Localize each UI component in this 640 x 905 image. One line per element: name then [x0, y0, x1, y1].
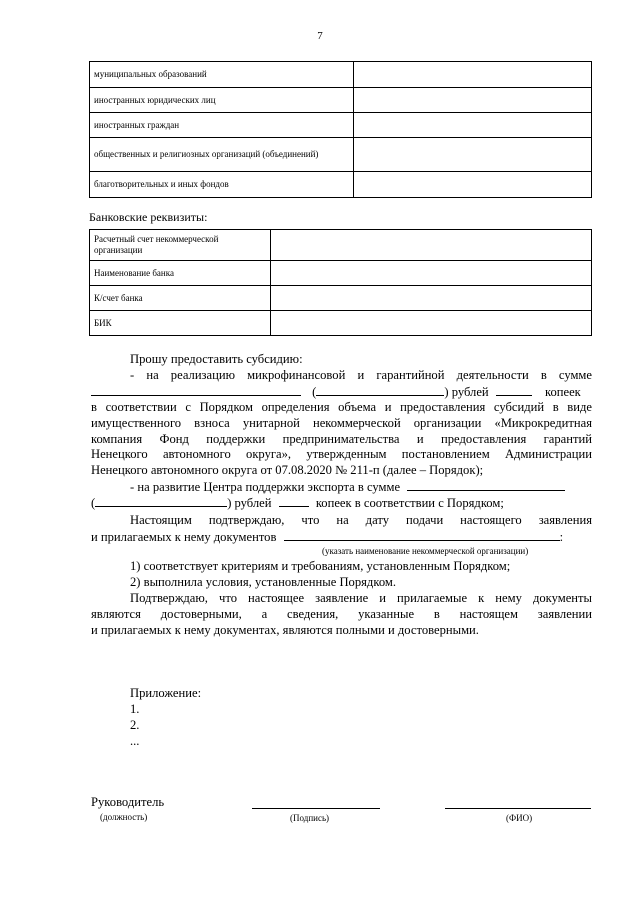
- table-row: [90, 138, 592, 172]
- value-cell[interactable]: [354, 172, 592, 198]
- attachment-item: 1.: [130, 702, 140, 716]
- founder-type-cell: иностранных граждан: [90, 113, 354, 138]
- table-row: [90, 172, 592, 198]
- bank-field-value[interactable]: [271, 311, 592, 336]
- name-caption: (ФИО): [506, 813, 533, 823]
- rubles-text: ) рублей: [444, 385, 489, 399]
- table-row: [90, 230, 592, 261]
- body-line: Ненецкого автономного округа от 07.08.2020 № 211-п (далее – Порядок);: [91, 463, 484, 477]
- bank-field-value[interactable]: [271, 286, 592, 311]
- founders-table: [89, 61, 592, 198]
- signature-caption: (Подпись): [290, 813, 330, 823]
- export-text: - на развитие Центра поддержки экспорта в сумме: [130, 480, 401, 494]
- value-cell[interactable]: [354, 88, 592, 113]
- value-cell[interactable]: [354, 62, 592, 88]
- attachment-item: 2.: [130, 718, 140, 732]
- bank-field-label: Расчетный счет некоммерческой организации: [90, 230, 271, 261]
- value-cell[interactable]: [354, 138, 592, 172]
- table-row: [90, 261, 592, 286]
- attachment-item: ...: [130, 734, 140, 748]
- export-kopecks-blank[interactable]: [279, 495, 309, 507]
- confirm2-line: и прилагаемых к нему документах, являются полными и достоверными.: [91, 623, 479, 637]
- confirm-item: 1) соответствует критериям и требованиям, установленным Порядком;: [130, 559, 511, 573]
- table-row: [90, 88, 592, 113]
- export-line: [130, 479, 592, 495]
- value-cell[interactable]: [354, 113, 592, 138]
- export-amount-blank[interactable]: [407, 479, 565, 491]
- bank-details-title: Банковские реквизиты:: [89, 210, 208, 224]
- kopecks-blank[interactable]: [496, 384, 532, 396]
- bank-field-value[interactable]: [271, 230, 592, 261]
- table-row: [90, 286, 592, 311]
- position-caption: (должность): [100, 812, 148, 822]
- confirm-line: Настоящим подтверждаю, что на дату подачи настоящего заявления: [130, 513, 592, 527]
- bank-field-value[interactable]: [271, 261, 592, 286]
- confirm-item: 2) выполнила условия, установленные Порядком.: [130, 575, 396, 589]
- body-line: имущественного взноса унитарной некоммерческой организации «Микрокредитная: [91, 416, 592, 430]
- confirm-line: [91, 529, 592, 545]
- body-line: Ненецкого автономного округа», утвержденным постановлением Администрации: [91, 447, 592, 461]
- amount-words-blank[interactable]: [316, 384, 444, 396]
- bank-details-table: [89, 229, 592, 336]
- bank-field-label: БИК: [90, 311, 271, 336]
- founder-type-cell: общественных и религиозных организаций (объединений): [90, 138, 354, 172]
- export-words-blank[interactable]: [95, 495, 227, 507]
- organization-caption: (указать наименование некоммерческой организации): [322, 546, 529, 556]
- attachments-heading: Приложение:: [130, 686, 202, 700]
- founder-type-cell: иностранных юридических лиц: [90, 88, 354, 113]
- bank-field-label: К/счет банка: [90, 286, 271, 311]
- colon: :: [559, 530, 564, 544]
- signature-line[interactable]: [252, 808, 380, 809]
- page-number: 7: [317, 30, 323, 42]
- kopecks-text: копеек: [544, 385, 581, 399]
- rubles-text: ) рублей: [227, 496, 272, 510]
- table-row: [90, 62, 592, 88]
- name-line[interactable]: [445, 808, 591, 809]
- amount-blank[interactable]: [91, 384, 301, 396]
- request-heading: Прошу предоставить субсидию:: [130, 352, 303, 366]
- confirm2-line: являются достоверными, а сведения, указанные в настоящем заявлении: [91, 607, 592, 621]
- paren-open: (: [91, 496, 96, 510]
- paren-open: (: [312, 385, 317, 399]
- request-line: - на реализацию микрофинансовой и гарантийной деятельности в сумме: [130, 368, 592, 382]
- bank-field-label: Наименование банка: [90, 261, 271, 286]
- kopecks-text: копеек в соответствии с Порядком;: [315, 496, 504, 510]
- amount-line: [91, 384, 592, 400]
- organization-name-blank[interactable]: [284, 529, 560, 541]
- confirm-text: и прилагаемых к нему документов: [91, 530, 277, 544]
- body-line: компания Фонд поддержки предпринимательства и предоставления гарантий: [91, 432, 592, 446]
- signatory-role: Руководитель: [91, 795, 165, 809]
- founder-type-cell: муниципальных образований: [90, 62, 354, 88]
- confirm2-line: Подтверждаю, что настоящее заявление и прилагаемые к нему документы: [130, 591, 592, 605]
- body-line: в соответствии с Порядком определения объема и предоставления субсидий в виде: [91, 400, 592, 414]
- export-amount-line: [91, 495, 592, 511]
- table-row: [90, 311, 592, 336]
- table-row: [90, 113, 592, 138]
- founder-type-cell: благотворительных и иных фондов: [90, 172, 354, 198]
